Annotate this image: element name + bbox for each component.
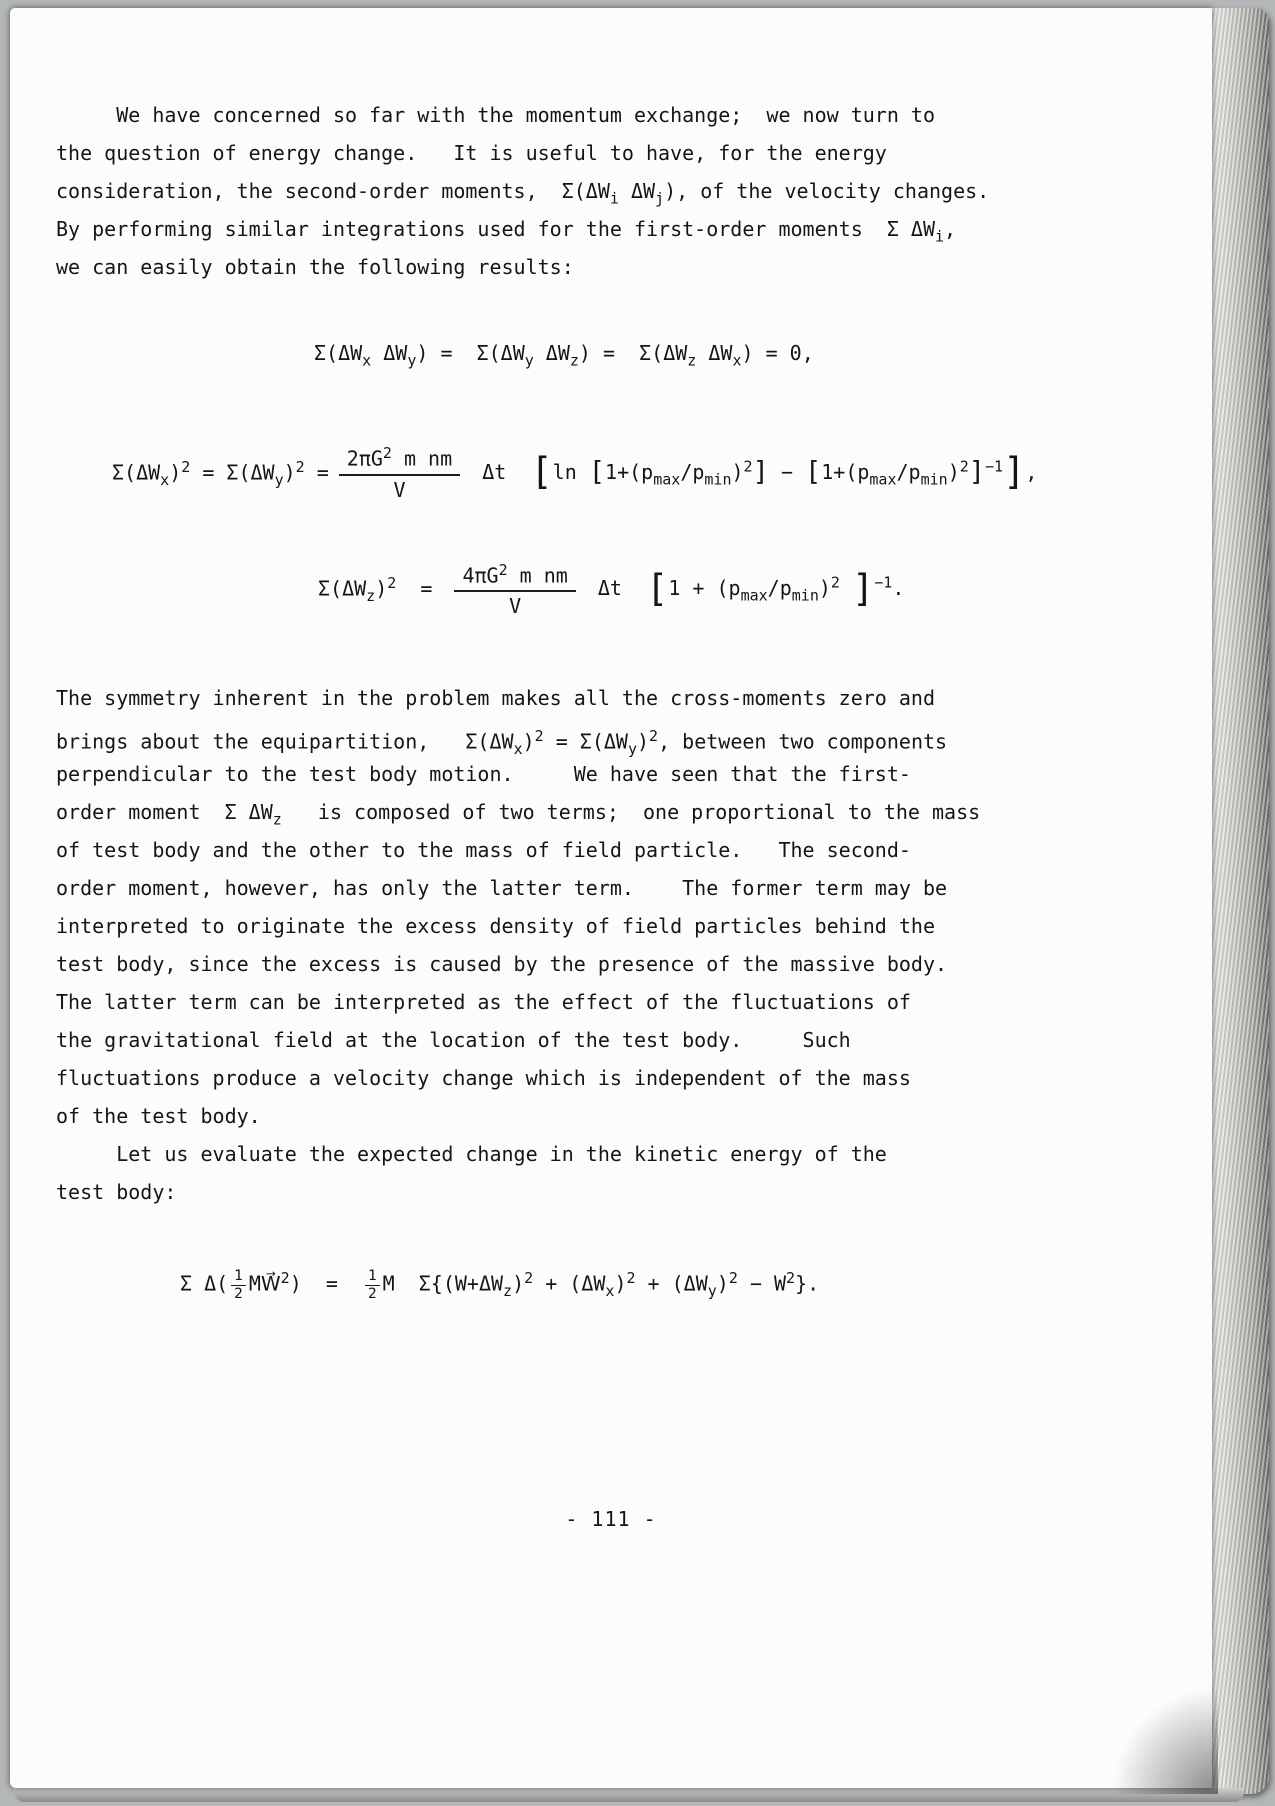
eq2-fraction-denominator: V [393,477,406,502]
text-line: test body, since the excess is caused by the presence of the massive body. [56,952,948,977]
text-line: The latter term can be interpreted as the effect of the fluctuations of [56,990,911,1015]
text-line: order moment, however, has only the latter term. The former term may be [56,876,948,901]
eq2-lhs: $\Sigma(\Delta W_x)^2 = \Sigma(\Delta W_y)^2$ = [112,457,329,489]
text-line: the gravitational field at the location of the test body. Such [56,1028,851,1053]
text-line: The symmetry inherent in the problem makes all the cross-moments zero and [56,686,935,711]
eq2-fraction-numerator: $2\pi G^2$ m nm [339,444,460,476]
text-line: we can easily obtain the following results: [56,255,574,279]
text-line: We have concerned so far with the momentum exchange; we now turn to [56,103,935,127]
text-line: interpreted to originate the excess density of field particles behind the [56,914,935,939]
equation-second-moment-xy [112,444,1160,503]
paragraph-symmetry-discussion [56,679,1160,1135]
text-line: perpendicular to the test body motion. We have seen that the first- [56,762,911,787]
eq3-lhs: $\Sigma(\Delta W_z)^2$ = [318,574,445,606]
equation-kinetic-energy-change: Σ Δ( $\frac{1}{2}$ MW⃗$^2$) = $\frac{1}{2}$ M $\Sigma\{(W+\Delta W_z)^2 + (\Delta W_x)^2 + (\Delta W_y)^2 - W^2\}$. [180,1267,820,1302]
paragraph-kinetic-energy-intro [56,1135,1160,1211]
text-line: test body: [56,1180,177,1205]
page-number: - 111 - [565,1507,657,1531]
book-bottom-edge [14,1788,1244,1802]
text-line: fluctuations produce a velocity change which is independent of the mass [56,1066,911,1091]
eq3-fraction-denominator: V [509,594,522,619]
text-line: Let us evaluate the expected change in the kinetic energy of the [56,1142,887,1167]
text-line: order moment Σ $\Delta W_z$ is composed of two terms; one proportional to the mass [56,800,981,829]
document-page [10,8,1212,1788]
eq3-rhs: Δt [$1 + (p_{max}/p_{min})^2$ ]$^{-1}$. [585,566,905,610]
text-line: of the test body. [56,1104,261,1129]
scan-corner-shadow [1108,1684,1218,1794]
eq3-fraction-numerator: $4\pi G^2$ m nm [454,561,575,593]
equation-cross-moments: $\Sigma(\Delta W_x$ $\Delta W_y) = \Sigma(\Delta W_y$ $\Delta W_z) = \Sigma(\Delta W_z$ $\Delta W_x) = 0$, [314,341,814,370]
text-line: consideration, the second-order moments, $\Sigma(\Delta W_i$ $\Delta W_j$), of the velocity changes. [56,179,990,208]
equation-second-moment-z [318,561,1160,620]
paragraph-momentum-energy [56,96,1160,286]
text-line: By performing similar integrations used for the first-order moments Σ $\Delta W_i$, [56,217,957,246]
eq2-rhs: Δt [ln $[1+(p_{max}/p_{min})^2] - [1+(p_{max}/p_{min})^2]^{-1}$], [470,450,1038,494]
text-line: of test body and the other to the mass of field particle. The second- [56,838,911,863]
book-page-edges [1203,8,1269,1794]
text-line: the question of energy change. It is useful to have, for the energy [56,141,887,165]
eq2-fraction [339,444,460,503]
text-line: brings about the equipartition, $\Sigma(\Delta W_x)^2 = \Sigma(\Delta W_y)^2$, between two components [56,727,948,759]
eq3-fraction [454,561,575,620]
